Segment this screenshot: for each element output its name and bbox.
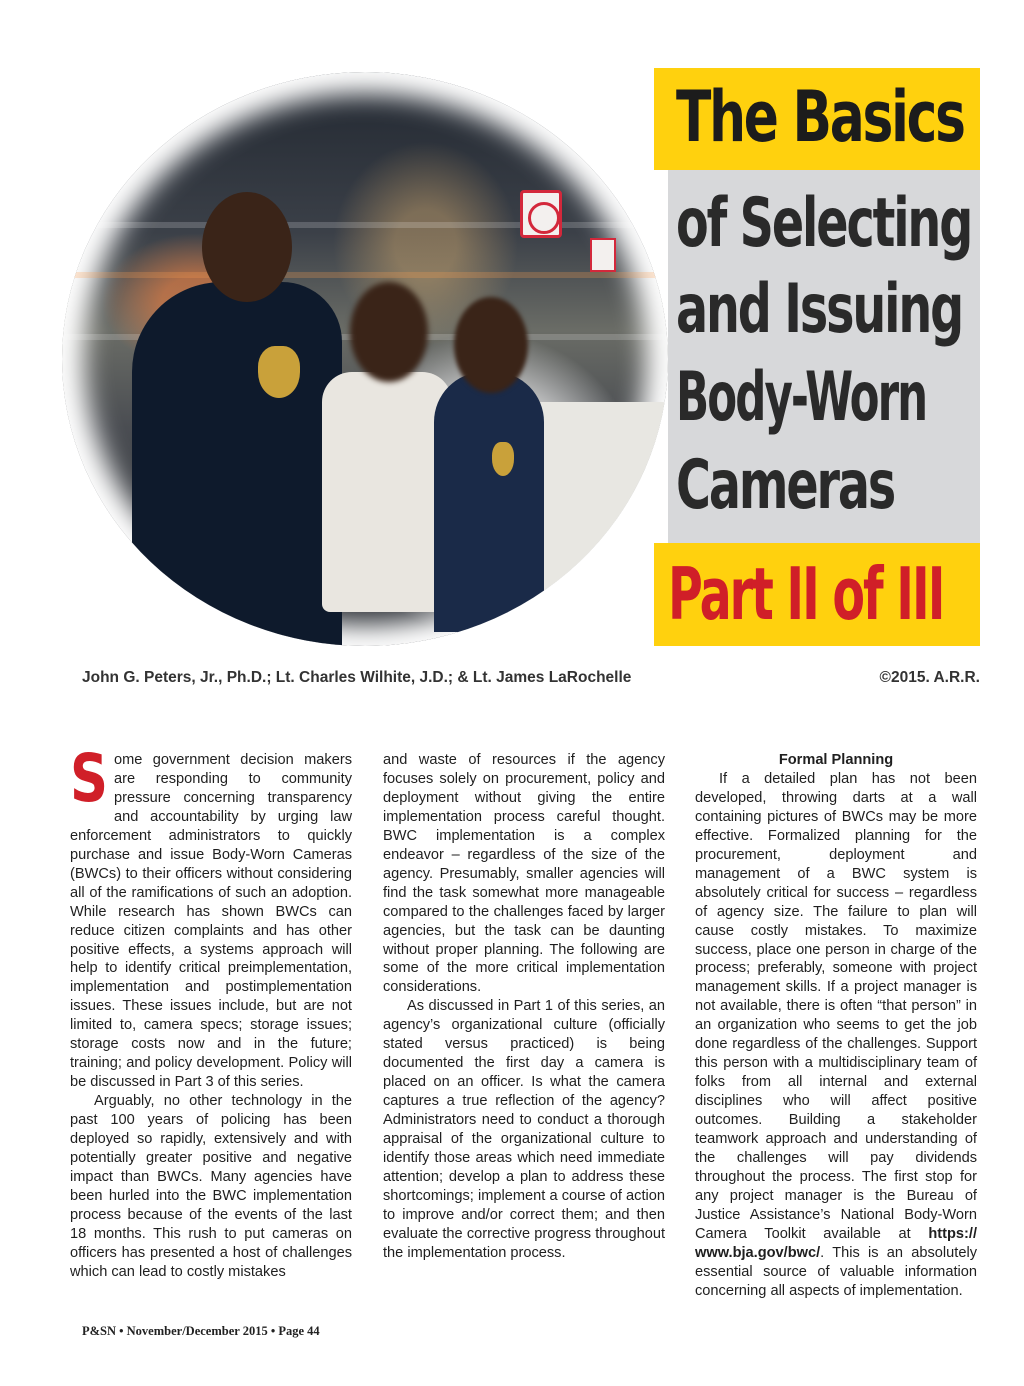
- paragraph: [695, 770, 977, 1301]
- paragraph: Arguably, no other technology in the past 100 years of policing has been deployed so rapidly, extensively and with potentially greater positive and negative impact than BWCs. Many agencies have been hurled into the BWC implementation process because of the events of the last 18 months. This rush to put cameras on officers has presented a host of challenges which can lead to costly mistakes: [70, 1093, 352, 1280]
- title-line-2: of Selecting: [676, 184, 972, 263]
- officer-right: [434, 372, 544, 632]
- officer-right-head: [454, 297, 528, 393]
- officer-left-head: [202, 192, 292, 302]
- copyright: ©2015. A.R.R.: [879, 669, 980, 686]
- light-streak: [62, 222, 668, 228]
- section-heading: Formal Planning: [778, 752, 894, 768]
- paragraph-text: If a detailed plan has not been developed, throwing darts at a wall containing pictures of BWCs may be more effective. Formalized planning for the procurement, deployment and management of a BWC system is absolutely critical for success – regardless of agency size. The failure to plan will cause costly mistakes. To maximize success, place one person in charge of the process; preferably, someone with project management skills. If a project manager is not available, there is often “that person” in an organization who seems to get the job done regardless of the challenges. Support this person with a multidisciplinary team of folks from all internal and external disciplines who will affect positive outcomes. Building a stakeholder teamwork approach and understanding of the challenges will pay dividends throughout the process. The first stop for any project manager is the Bureau of Justice Assistance’s National Body-Worn Camera Toolkit available at: [695, 770, 977, 1242]
- hero-photo: [62, 72, 668, 646]
- column-1: [70, 740, 352, 1282]
- column-3: [695, 751, 977, 1301]
- title-line-3: and Issuing: [676, 270, 963, 349]
- detained-man-head: [350, 282, 428, 382]
- column-2: [383, 751, 665, 1263]
- detained-man-shirt: [322, 372, 452, 612]
- light-streak: [62, 272, 668, 278]
- paragraph-text: . This is an absolutely essential source of valuable information concerning all aspects of implementation.: [695, 1244, 977, 1299]
- toolkit-link[interactable]: https://​www.bja.gov/bwc/: [695, 1225, 977, 1261]
- title-line-5: Cameras: [676, 446, 895, 525]
- title-line-4: Body-Worn: [676, 358, 927, 437]
- shoulder-patch: [258, 346, 300, 398]
- no-left-turn-sign: [520, 190, 562, 238]
- page-footer: P&SN • November/December 2015 • Page 44: [82, 1324, 320, 1338]
- paragraph: As discussed in Part 1 of this series, an agency’s organizational culture (officially stated versus practiced) is being documented the first day a camera is placed on an officer. Is what the camera captures a true reflection of the agency? Administrators need to conduct a thorough appraisal of the organizational culture to identify those areas which need immediate attention; develop a plan to address these shortcomings; implement a course of action to improve and/or correct them; and then evaluate the corrective progress throughout the implementation process.: [383, 998, 665, 1261]
- paragraph: and waste of resources if the agency focuses solely on procurement, policy and deployment without giving the entire implementation process careful thought. BWC implementation is a complex endeavor – regardless of the size of the agency. Presumably, smaller agencies will find the task somewhat more manageable compared to the challenges faced by larger agencies, but the task can be daunting without proper planning. The following are some of the more critical implementation considerations.: [383, 752, 665, 996]
- title-line-1: The Basics: [676, 76, 964, 158]
- officer-left: [132, 282, 342, 646]
- shoulder-patch: [492, 442, 514, 476]
- title-panel: [654, 68, 980, 646]
- do-not-enter-sign: [590, 238, 616, 272]
- drop-cap: S: [70, 740, 109, 817]
- part-label: Part II of III: [668, 552, 944, 636]
- paragraph: ome government decision makers are responding to community pressure concerning transparency and accountability by urging law enforcement administrators to quickly purchase and issue Body-Worn Cameras (BWCs) to their officers without considering all of the ramifications of such an adoption. While research has shown BWCs can reduce citizen complaints and has other positive effects, a systems approach will help to identify critical preimplementation, implementation and postimplementation issues. These issues include, but are not limited to, camera specs; storage issues; storage costs now and in the future; training; and policy development. Policy will be discussed in Part 3 of this series.: [70, 752, 352, 1091]
- byline: John G. Peters, Jr., Ph.D.; Lt. Charles Wilhite, J.D.; & Lt. James LaRochelle: [82, 669, 632, 686]
